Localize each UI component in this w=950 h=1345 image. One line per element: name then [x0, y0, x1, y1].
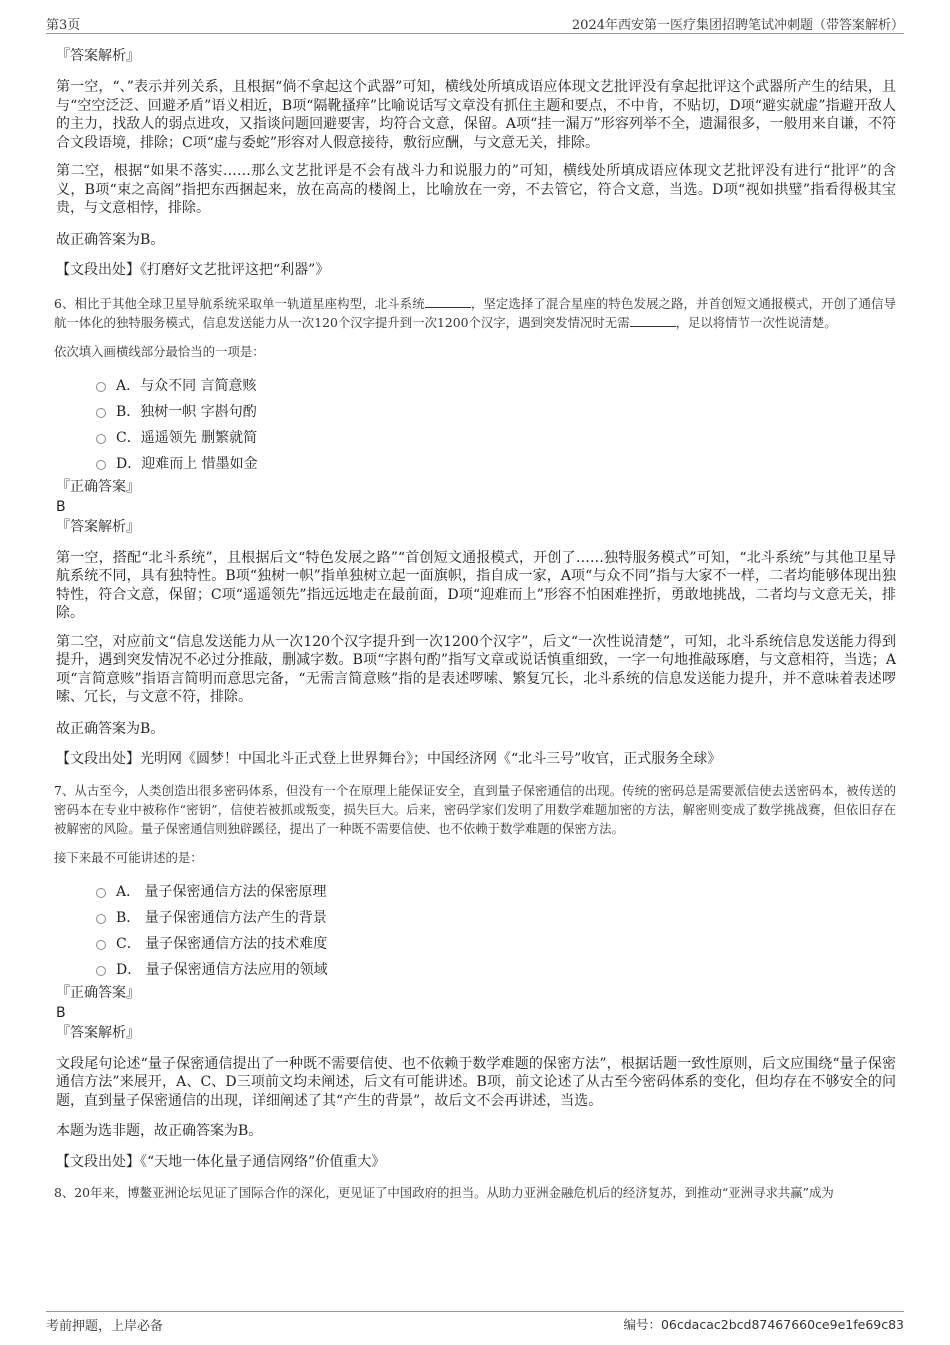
analysis-paragraph: 第二空，根据“如果不落实……那么文艺批评是不会有战斗力和说服力的”可知，横线处所填成语应体现文艺批评没有进行“批评”的含义，B项“束之高阁”指把东西捆起来，放在高高的楼阁上，比喻放在一旁，不去管它，符合文意，当选。D项“视如拱璧”指看得极其宝贵，与文意相悖，排除。 — [56, 163, 896, 216]
source-citation: 【文段出处】《“天地一体化量子通信网络”价值重大》 — [56, 1153, 386, 1170]
question-stem: 7、从古至今，人类创造出很多密码体系，但没有一个在原理上能保证安全，直到量子保密通信的出现。传统的密码总是需要派信使去送密码本，被传送的密码本在专业中被称作“密钥”，信使若被抓或叛变，损失巨大。后来，密码学家们发明了用数学难题加密的方法，解密则变成了数学挑战赛，但依旧存在被解密的风险。量子保密通信则独辟蹊径，提出了一种既不需要信使、也不依赖于数学难题的保密方法。 — [54, 782, 896, 836]
option-d[interactable]: D． 量子保密通信方法应用的领域 — [96, 957, 896, 983]
correct-answer: B — [56, 1004, 66, 1021]
option-b[interactable]: B． 量子保密通信方法产生的背景 — [96, 905, 896, 931]
correct-answer-label: 『正确答案』 — [56, 478, 140, 495]
conclusion: 故正确答案为B。 — [56, 231, 165, 248]
analysis-paragraph: 第二空，对应前文“信息发送能力从一次120个汉字提升到一次1200个汉字”，后文“一次性说清楚”，可知，北斗系统信息发送能力得到提升，遇到突发情况不必过分推敲，删减字数。B项“字斟句酌”指写文章或说话慎重细致，一字一句地推敲琢磨，与文意相符，当选；A项“言简意赅”指语言简明而意思完备，“无需言简意赅”指的是表述啰嗦、繁复冗长，北斗系统的信息发送能力提升，并不意味着表述啰嗦、冗长，与文意不符，排除。 — [56, 633, 896, 705]
analysis-paragraph: 第一空，“、”表示并列关系，且根据“倘不拿起这个武器”可知，横线处所填成语应体现文艺批评没有拿起批评这个武器所产生的结果，且与“空空泛泛、回避矛盾”语义相近，B项“隔靴搔痒”比喻说话写文章没有抓住主题和要点，不中肯，不贴切，D项“避实就虚”指避开敌人的主力，找敌人的弱点进攻，又指谈问题回避要害，均符合文意，保留。A项“挂一漏万”形容列举不全，遗漏很多，一般用来自谦，不符合文段语境，排除；C项“虚与委蛇”形容对人假意接待，敷衍应酬，与文意无关，排除。 — [56, 79, 896, 151]
document-title: 2024年西安第一医疗集团招聘笔试冲刺题（带答案解析） — [571, 18, 904, 33]
radio-icon[interactable] — [96, 966, 106, 976]
correct-answer: B — [56, 498, 66, 515]
option-b[interactable]: B．独树一帜 字斟句酌 — [96, 399, 896, 425]
radio-icon[interactable] — [96, 408, 106, 418]
analysis-label: 『答案解析』 — [56, 48, 140, 64]
document-id: 编号：06cdacac2bcd87467660ce9e1fe69c83 — [623, 1317, 904, 1332]
question-stem: 8、20年来，博鳌亚洲论坛见证了国际合作的深化，更见证了中国政府的担当。从助力亚洲金融危机后的经济复苏，到推动“亚洲寻求共赢”成为 — [54, 1185, 834, 1200]
footer-slogan: 考前押题，上岸必备 — [46, 1319, 164, 1334]
radio-icon[interactable] — [96, 382, 106, 392]
conclusion: 本题为选非题，故正确答案为B。 — [56, 1123, 263, 1139]
option-list — [96, 373, 896, 477]
conclusion: 故正确答案为B。 — [56, 720, 165, 737]
radio-icon[interactable] — [96, 434, 106, 444]
option-a[interactable]: A．与众不同 言简意赅 — [96, 373, 896, 399]
option-c[interactable]: C．遥遥领先 删繁就简 — [96, 425, 896, 451]
fill-blank — [630, 315, 676, 327]
page-number: 第3页 — [46, 18, 81, 33]
source-citation: 【文段出处】光明网《圆梦！中国北斗正式登上世界舞台》；中国经济网《“北斗三号”收官，正式服务全球》 — [56, 751, 722, 767]
option-list — [96, 879, 896, 983]
radio-icon[interactable] — [96, 914, 106, 924]
correct-answer-label: 『正确答案』 — [56, 984, 140, 1001]
question-stem: 6、相比于其他全球卫星导航系统采取单一轨道星座构型，北斗系统 ，坚定选择了混合星座的特色发展之路，并首创短文通报模式，开创了通信导航一体化的独特服务模式，信息发送能力从一次120个汉字提升到一次1200个汉字，遇到突发情况时无需 ，足以将情节一次性说清楚。 — [54, 295, 896, 330]
analysis-paragraph: 第一空，搭配“北斗系统”，且根据后文“特色发展之路”“首创短文通报模式，开创了……独特服务模式”可知，“北斗系统”与其他卫星导航系统不同，具有独特性。B项“独树一帜”指单独树立起一面旗帜，指自成一家，A项“与众不同”指与大家不一样，二者均能够体现出独特性，符合文意，保留；C项“遥遥领先”指远远地走在最前面，D项“迎难而上”形容不怕困难挫折，勇敢地挑战，二者均与文意无关，排除。 — [56, 549, 896, 621]
radio-icon[interactable] — [96, 940, 106, 950]
option-a[interactable]: A． 量子保密通信方法的保密原理 — [96, 879, 896, 905]
page-header — [46, 12, 904, 34]
option-d[interactable]: D．迎难而上 惜墨如金 — [96, 451, 896, 477]
analysis-paragraph: 文段尾句论述“量子保密通信提出了一种既不需要信使、也不依赖于数学难题的保密方法”，根据话题一致性原则，后文应围绕“量子保密通信方法”来展开，A、C、D三项前文均未阐述，后文有可能讲述。B项，前文论述了从古至今密码体系的变化，但均存在不够安全的问题，直到量子保密通信的出现，详细阐述了其“产生的背景”，故后文不会再讲述，当选。 — [56, 1055, 896, 1109]
radio-icon[interactable] — [96, 460, 106, 470]
option-c[interactable]: C． 量子保密通信方法的技术难度 — [96, 931, 896, 957]
source-citation: 【文段出处】《打磨好文艺批评这把“利器”》 — [56, 262, 330, 278]
radio-icon[interactable] — [96, 888, 106, 898]
analysis-label: 『答案解析』 — [56, 518, 140, 535]
document-body — [56, 46, 896, 1202]
fill-blank — [425, 296, 471, 308]
analysis-label: 『答案解析』 — [56, 1024, 140, 1041]
page-footer — [46, 1311, 904, 1333]
question-prompt: 依次填入画横线部分最恰当的一项是： — [54, 343, 265, 359]
question-prompt: 接下来最不可能讲述的是： — [54, 849, 203, 865]
